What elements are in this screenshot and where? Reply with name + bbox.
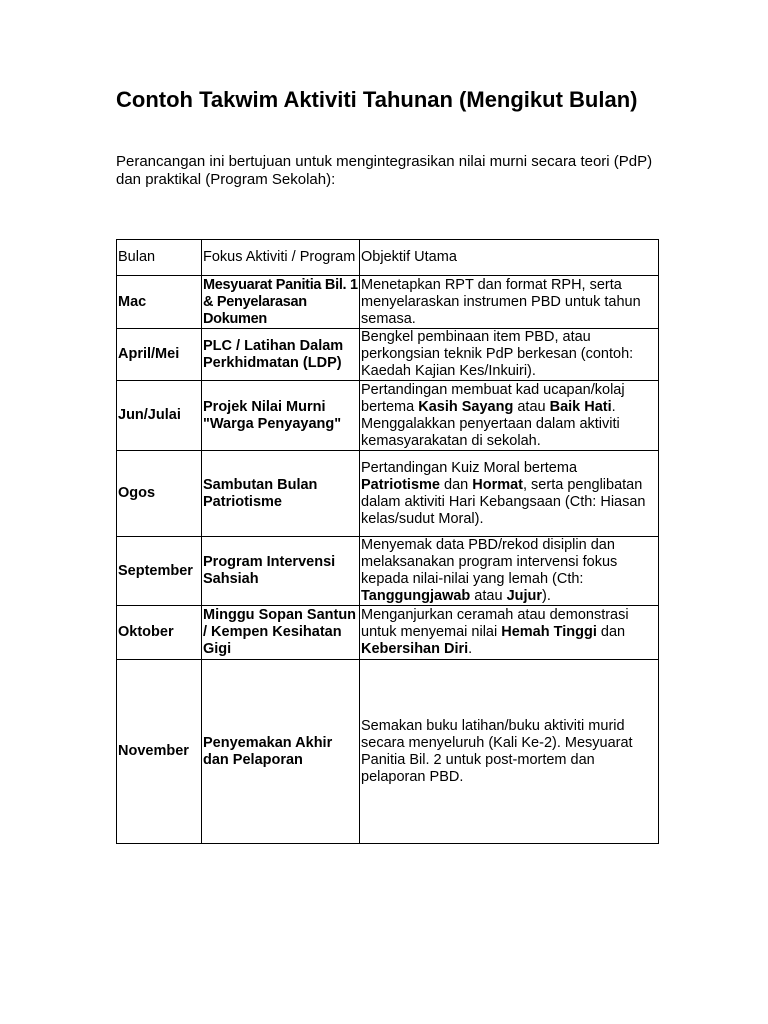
text-run: & (203, 293, 217, 310)
text-run: . (468, 641, 473, 657)
header-fokus: Fokus Aktiviti / Program (202, 240, 360, 276)
page-title: Contoh Takwim Aktiviti Tahunan (Mengikut Bulan) (116, 87, 638, 112)
table-row (117, 381, 659, 451)
text-run: . Menggalakkan penyertaan dalam aktiviti kemasyarakatan di sekolah. (361, 398, 620, 449)
table-row (117, 329, 659, 381)
row-fokus (202, 451, 360, 537)
text-run: Pertandingan membuat kad ucapan/kolaj bertema (361, 381, 625, 415)
bold-text: Penyelarasan Dokumen (203, 293, 307, 327)
table-row (117, 276, 659, 329)
row-objektif (360, 451, 659, 537)
bold-text: Baik Hati (549, 398, 612, 415)
text-run: dan (596, 624, 626, 640)
row-objektif (360, 537, 659, 606)
bold-text: Kebersihan Diri (361, 641, 469, 657)
intro-paragraph: Perancangan ini bertujuan untuk mengintegrasikan nilai murni secara teori (PdP) dan praktikal (Program Sekolah): (116, 153, 653, 188)
bold-text: Patriotisme (361, 476, 440, 493)
row-bulan: Oktober (117, 606, 202, 660)
text-run: Semakan buku latihan/buku aktiviti murid secara menyeluruh (Kali Ke-2). Mesyuarat Panitia Bil. 2 untuk post-mortem dan pelaporan PBD. (361, 717, 633, 785)
bold-text: Jujur (506, 588, 543, 604)
bold-text: Mesyuarat Panitia Bil. 1 (203, 276, 358, 293)
table-row (117, 606, 659, 660)
bold-text: Projek Nilai Murni "Warga Penyayang" (203, 398, 342, 432)
text-run: , serta penglibatan dalam aktiviti Hari Kebangsaan (Cth: Hiasan kelas/sudut Moral). (361, 476, 646, 527)
row-fokus (202, 381, 360, 451)
bold-text: Program Intervensi Sahsiah (203, 554, 336, 587)
row-objektif (360, 329, 659, 381)
bold-text: Sambutan Bulan Patriotisme (203, 476, 318, 510)
activity-calendar-table (116, 239, 659, 844)
bold-text: PLC / Latihan Dalam Perkhidmatan (LDP) (203, 337, 344, 371)
text-run: Menganjurkan ceramah atau demonstrasi untuk menyemai nilai (361, 607, 629, 640)
table-header-row (117, 240, 659, 276)
bold-text: Tanggungjawab (361, 588, 471, 604)
row-bulan: November (117, 660, 202, 844)
row-fokus (202, 329, 360, 381)
row-bulan: September (117, 537, 202, 606)
bold-text: Hormat (472, 476, 523, 493)
row-objektif (360, 606, 659, 660)
header-bulan: Bulan (117, 240, 202, 276)
text-run: atau (513, 398, 550, 415)
text-run: Menetapkan RPT dan format RPH, serta menyelaraskan instrumen PBD untuk tahun semasa. (361, 276, 641, 327)
row-fokus (202, 276, 360, 329)
row-bulan: Mac (117, 276, 202, 329)
text-run: atau (470, 588, 507, 604)
row-fokus (202, 537, 360, 606)
row-objektif (360, 660, 659, 844)
table-row (117, 660, 659, 844)
text-run: dan (439, 476, 473, 493)
row-bulan: April/Mei (117, 329, 202, 381)
row-bulan: Ogos (117, 451, 202, 537)
row-fokus (202, 606, 360, 660)
bold-text: Penyemakan Akhir dan Pelaporan (203, 734, 333, 768)
bold-text: Minggu Sopan Santun / Kempen Kesihatan Gigi (203, 607, 357, 657)
bold-text: Kasih Sayang (418, 398, 514, 415)
text-run: Menyemak data PBD/rekod disiplin dan melaksanakan program intervensi fokus kepada nilai-nilai yang lemah (Cth: (361, 537, 618, 587)
bold-text: Hemah Tinggi (501, 624, 597, 640)
table-row (117, 537, 659, 606)
row-bulan: Jun/Julai (117, 381, 202, 451)
row-fokus (202, 660, 360, 844)
header-objektif: Objektif Utama (360, 240, 659, 276)
row-objektif (360, 381, 659, 451)
text-run: Pertandingan Kuiz Moral bertema (361, 459, 578, 476)
text-run: ). (542, 588, 551, 604)
table-row (117, 451, 659, 537)
text-run: Bengkel pembinaan item PBD, atau perkongsian teknik PdP berkesan (contoh: Kaedah Kajian Kes/Inkuiri). (361, 329, 634, 379)
row-objektif (360, 276, 659, 329)
